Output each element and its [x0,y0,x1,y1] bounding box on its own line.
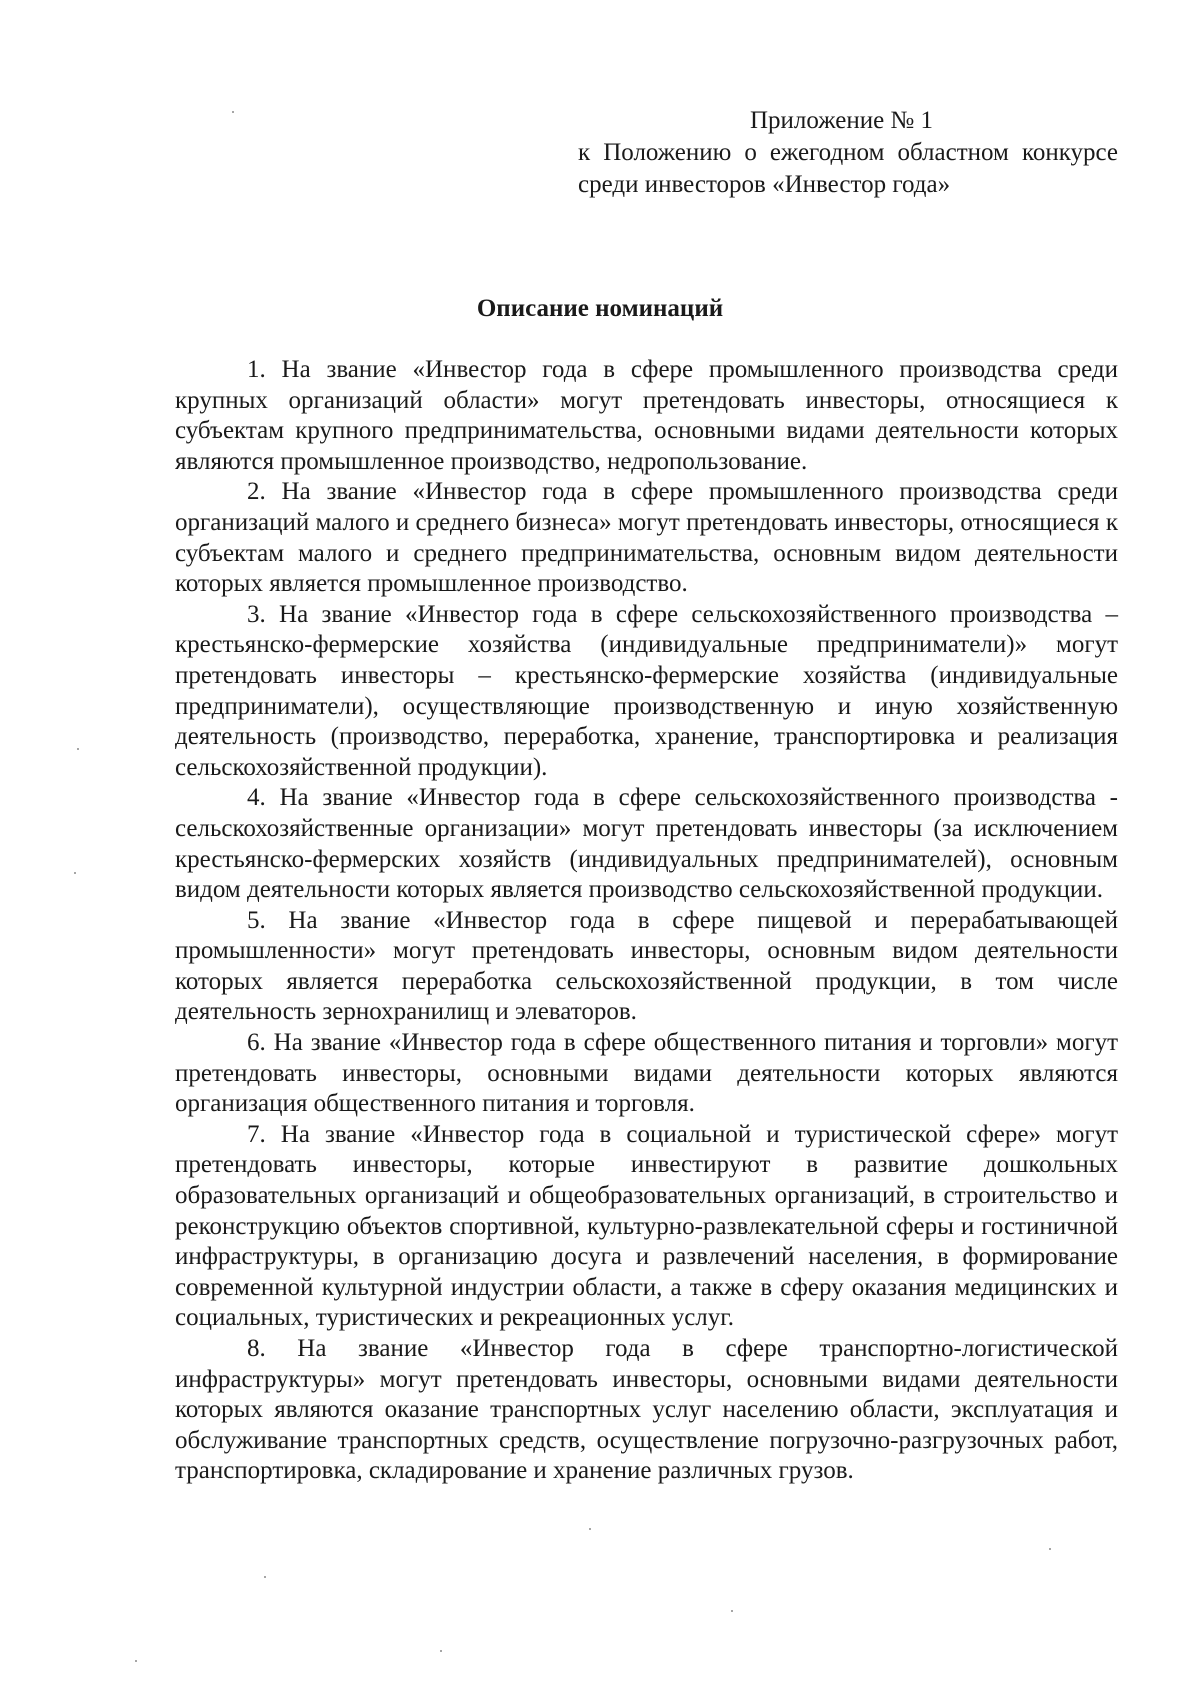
nomination-paragraph-1: 1. На звание «Инвестор года в сфере промышленного производства среди крупных организаций области» могут претендовать инвесторы, относящиеся к субъектам крупного предпринимательства, основными видами деятельности которых являются промышленное производство, недропользование. [175,356,1118,475]
scan-speck [264,1576,266,1578]
document-heading: Описание номинаций [476,295,724,322]
scan-speck [731,1610,733,1612]
scan-speck [135,1660,137,1662]
appendix-title: Приложение № 1 [750,107,934,134]
nomination-paragraph-7: 7. На звание «Инвестор года в социальной и туристической сфере» могут претендовать инвесторы, которые инвестируют в развитие дошкольных образовательных организаций и общеобразовательных организаций, в строительство и реконструкцию объектов спортивной, культурно-развлекательной сферы и гостиничной инфраструктуры, в организацию досуга и развлечений населения, в формирование современной культурной индустрии области, а также в сферу оказания медицинских и социальных, туристических и рекреационных услуг. [175,1120,1118,1332]
nomination-paragraph-5: 5. На звание «Инвестор года в сфере пищевой и перерабатывающей промышленности» могут претендовать инвесторы, основным видом деятельности которых является переработка сельскохозяйственной продукции, в том числе деятельность зернохранилищ и элеваторов. [175,906,1118,1026]
nomination-paragraph-4: 4. На звание «Инвестор года в сфере сельскохозяйственного производства - сельскохозяйственные организации» могут претендовать инвесторы (за исключением крестьянско-фермерских хозяйств (индивидуальных предпринимателей), основным видом деятельности которых является производство сельскохозяйственной продукции. [175,784,1118,904]
appendix-reference: к Положению о ежегодном областном конкурсе среди инвесторов «Инвестор года» [578,139,1118,198]
scan-speck [77,748,79,750]
nomination-paragraph-8: 8. На звание «Инвестор года в сфере транспортно-логистической инфраструктуры» могут претендовать инвесторы, основными видами деятельности которых являются оказание транспортных услуг населению области, эксплуатация и обслуживание транспортных средств, осуществление погрузочно-разгрузочных работ, транспортировка, складирование и хранение различных грузов. [175,1335,1118,1485]
scan-speck [232,111,234,113]
document-body [175,355,1118,1487]
nomination-paragraph-2: 2. На звание «Инвестор года в сфере промышленного производства среди организаций малого и среднего бизнеса» могут претендовать инвесторы, относящиеся к субъектам малого и среднего предпринимательства, основным видом деятельности которых является промышленное производство. [175,478,1118,598]
scan-speck [440,1650,442,1652]
scan-speck [74,872,76,874]
scan-speck [589,1528,591,1530]
scan-speck [1049,1548,1051,1550]
nomination-paragraph-6: 6. На звание «Инвестор года в сфере общественного питания и торговли» могут претендовать инвесторы, основными видами деятельности которых являются организация общественного питания и торговля. [175,1029,1118,1118]
nomination-paragraph-3: 3. На звание «Инвестор года в сфере сельскохозяйственного производства – крестьянско-фермерские хозяйства (индивидуальные предприниматели)» могут претендовать инвесторы – крестьянско-фермерские хозяйства (индивидуальные предприниматели), осуществляющие производственную и иную хозяйственную деятельность (производство, переработка, хранение, транспортировка и реализация сельскохозяйственной продукции). [175,600,1118,781]
appendix-block [578,105,1118,201]
